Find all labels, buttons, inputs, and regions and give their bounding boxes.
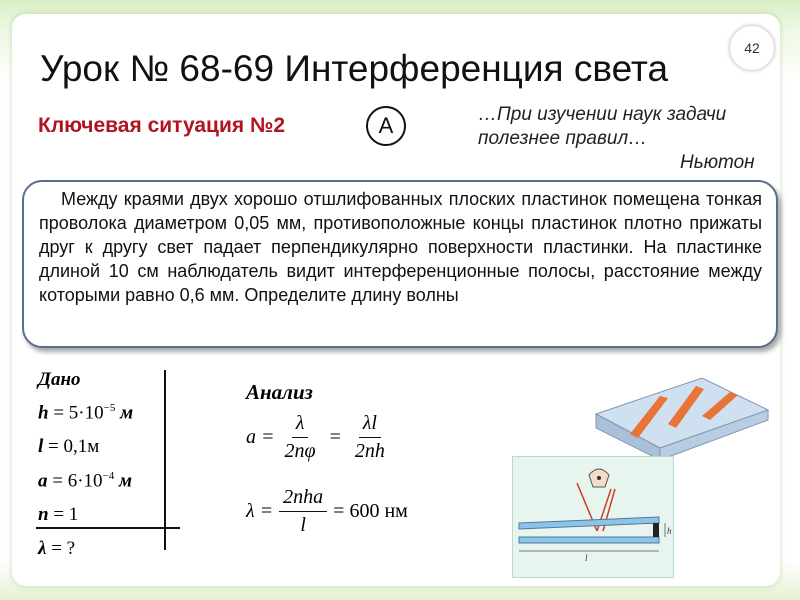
- given-h-value: = 5·10: [53, 402, 104, 424]
- formula-wavelength: [246, 486, 408, 537]
- formula-1-den-1: 2nφ: [284, 440, 316, 462]
- upper-plate: [519, 517, 659, 529]
- given-n: [38, 504, 78, 526]
- given-h-var: h: [38, 402, 49, 424]
- given-l: [38, 436, 99, 458]
- label-l: l: [585, 553, 588, 563]
- formula-1-equals: =: [329, 426, 341, 448]
- given-heading: Дано: [38, 369, 81, 390]
- formula-1-fraction-2: [351, 412, 389, 463]
- formula-1-fraction-1: [281, 412, 320, 463]
- given-n-var: n: [38, 504, 49, 525]
- formula-fringe-spacing: [246, 412, 395, 463]
- given-h: [38, 402, 133, 424]
- page-title: Урок № 68-69 Интерференция света: [40, 48, 669, 89]
- given-divider-vertical: [164, 370, 166, 550]
- given-n-value: = 1: [53, 504, 79, 525]
- analysis-heading: Анализ: [246, 380, 313, 404]
- formula-2-lhs: λ =: [246, 500, 274, 522]
- quote-author: Ньютон: [680, 152, 755, 173]
- situation-badge: А: [366, 106, 406, 146]
- given-lambda-var: λ: [38, 538, 47, 559]
- given-a-unit: м: [119, 470, 133, 492]
- given-l-var: l: [38, 436, 44, 457]
- formula-2-den: l: [300, 514, 306, 536]
- label-h: h: [667, 526, 672, 536]
- lower-plate: [519, 537, 659, 543]
- formula-1-lhs: a =: [246, 426, 275, 448]
- task-box: [22, 180, 778, 348]
- formula-1-den-2: 2nh: [354, 440, 385, 462]
- given-a-var: a: [38, 470, 48, 492]
- formula-2-rhs: = 600 нм: [333, 500, 408, 522]
- formula-1-num-1: λ: [292, 412, 309, 438]
- situation-label: Ключевая ситуация №2: [38, 114, 286, 137]
- given-a: [38, 470, 132, 492]
- formula-2-num: 2nha: [279, 486, 327, 512]
- wire-spacer: [653, 523, 659, 537]
- task-text: Между краями двух хорошо отшлифованных плоских пластинок помещена тонкая проволока диаметром 0,05 мм, противоположные концы пластинок плотно прижаты друг к другу свет падает перпендикулярно поверхности пластинки. На пластинке длиной 10 см наблюдатель видит интерференционные полосы, расстояние между которыми равно 0,6 мм. Определите длину волны: [39, 189, 762, 305]
- given-lambda-value: = ?: [51, 538, 76, 559]
- ray-diagram-graphic: [513, 457, 673, 577]
- given-a-exponent: −4: [102, 470, 115, 482]
- quote-line-1: …При изучении наук задачи: [478, 104, 727, 125]
- given-divider-horizontal: [36, 527, 180, 529]
- given-l-value: = 0,1м: [48, 436, 100, 457]
- page-number-badge: 42: [730, 26, 774, 70]
- formula-2-fraction: [279, 486, 327, 537]
- given-h-unit: м: [120, 402, 134, 424]
- eye-pupil: [597, 476, 601, 480]
- epigraph-quote: [478, 103, 726, 151]
- ray-diagram: [512, 456, 674, 578]
- given-lambda: [38, 538, 75, 560]
- given-a-value: = 6·10: [52, 470, 103, 492]
- quote-line-2: полезнее правил…: [478, 128, 648, 149]
- formula-1-num-2: λl: [359, 412, 381, 438]
- given-h-exponent: −5: [103, 402, 116, 414]
- wedge-plates-illustration: [590, 370, 770, 462]
